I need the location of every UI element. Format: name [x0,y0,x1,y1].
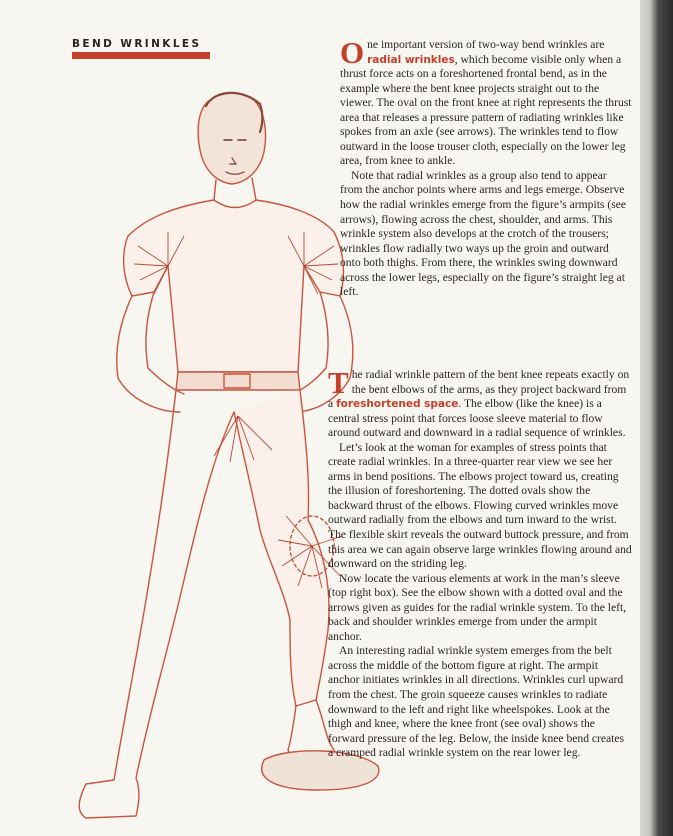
block2-paragraph-1 [328,365,632,441]
book-spine-shadow [640,0,673,836]
block2-p1-rest: . The elbow (like the knee) is a central stress point that forces loose sleeve material to flow around outward and downward in a radial sequence of wrinkles. [328,397,626,440]
term-foreshortened-space: foreshortened space [336,398,459,411]
block2-paragraph-3: Now locate the various elements at work in the man’s sleeve (top right box). See the elbow shown with a dotted oval and the arrows given as guides for the radial wrinkle system. To the left, back and shoulder wrinkles emerge from under the armpit anchor. [328,571,627,643]
block1-paragraph-1 [340,35,632,169]
text-block-2 [328,365,632,761]
block2-paragraph-2: Let’s look at the woman for examples of stress points that create radial wrinkles. In a three-quarter rear view we see her arms in bend positions. The elbows project toward us, creating the illusion of foreshortening. The dotted ovals show the backward thrust of the elbows. Flowing curved wrinkles move outward radially from the elbows and turn inward to the wrist. The flexible skirt reveals the outward buttock pressure, and from this area we can again observe large wrinkles flowing around and downward on the striding leg. [328,440,632,571]
section-heading: BEND WRINKLES [72,38,202,50]
dropcap-o: O [340,35,365,70]
dropcap-t: T [328,365,349,400]
block1-p1-text: ne important version of two-way bend wrinkles are [367,38,605,51]
heading-underline [72,52,210,59]
block1-p1-rest: , which become visible only when a thrust force acts on a foreshortened frontal bend, as in the example where the bent knee projects straight out to the viewer. The oval on the front knee at right represents the thrust area that releases a pressure pattern of radiating wrinkles like spokes from an axle (see arrows). The wrinkles tend to flow outward in the loose trouser cloth, especially on the lower leg area, from knee to ankle. [340,52,632,168]
term-radial-wrinkles: radial wrinkles [367,53,455,66]
block2-p1-text: he radial wrinkle pattern of the bent knee repeats exactly on the bent elbows of the arms, as they project backward from a [328,368,630,411]
block1-paragraph-2: Note that radial wrinkles as a group also tend to appear from the anchor points where arms and legs emerge. Observe how the radial wrinkles emerge from the figure’s armpits (see arrows), flowing across the chest, shoulder, and arms. This wrinkle system also develops at the crotch of the trousers; wrinkles flow radially two ways up the groin and outward onto both thighs. From there, the wrinkles swing downward across the lower legs, especially on the figure’s straight leg at left. [340,168,626,299]
text-block-1 [340,35,632,300]
block2-paragraph-4: An interesting radial wrinkle system emerges from the belt across the middle of the bottom figure at right. The armpit anchor initiates wrinkles in all directions. Wrinkles curl upward from the chest. The groin squeeze causes wrinkles to radiate downward to the left and right like wheelspokes. Look at the thigh and knee, where the knee front (see oval) shows the forward pressure of the leg. Below, the inside knee bend creates a cramped radial wrinkle system on the rear lower leg. [328,644,625,760]
